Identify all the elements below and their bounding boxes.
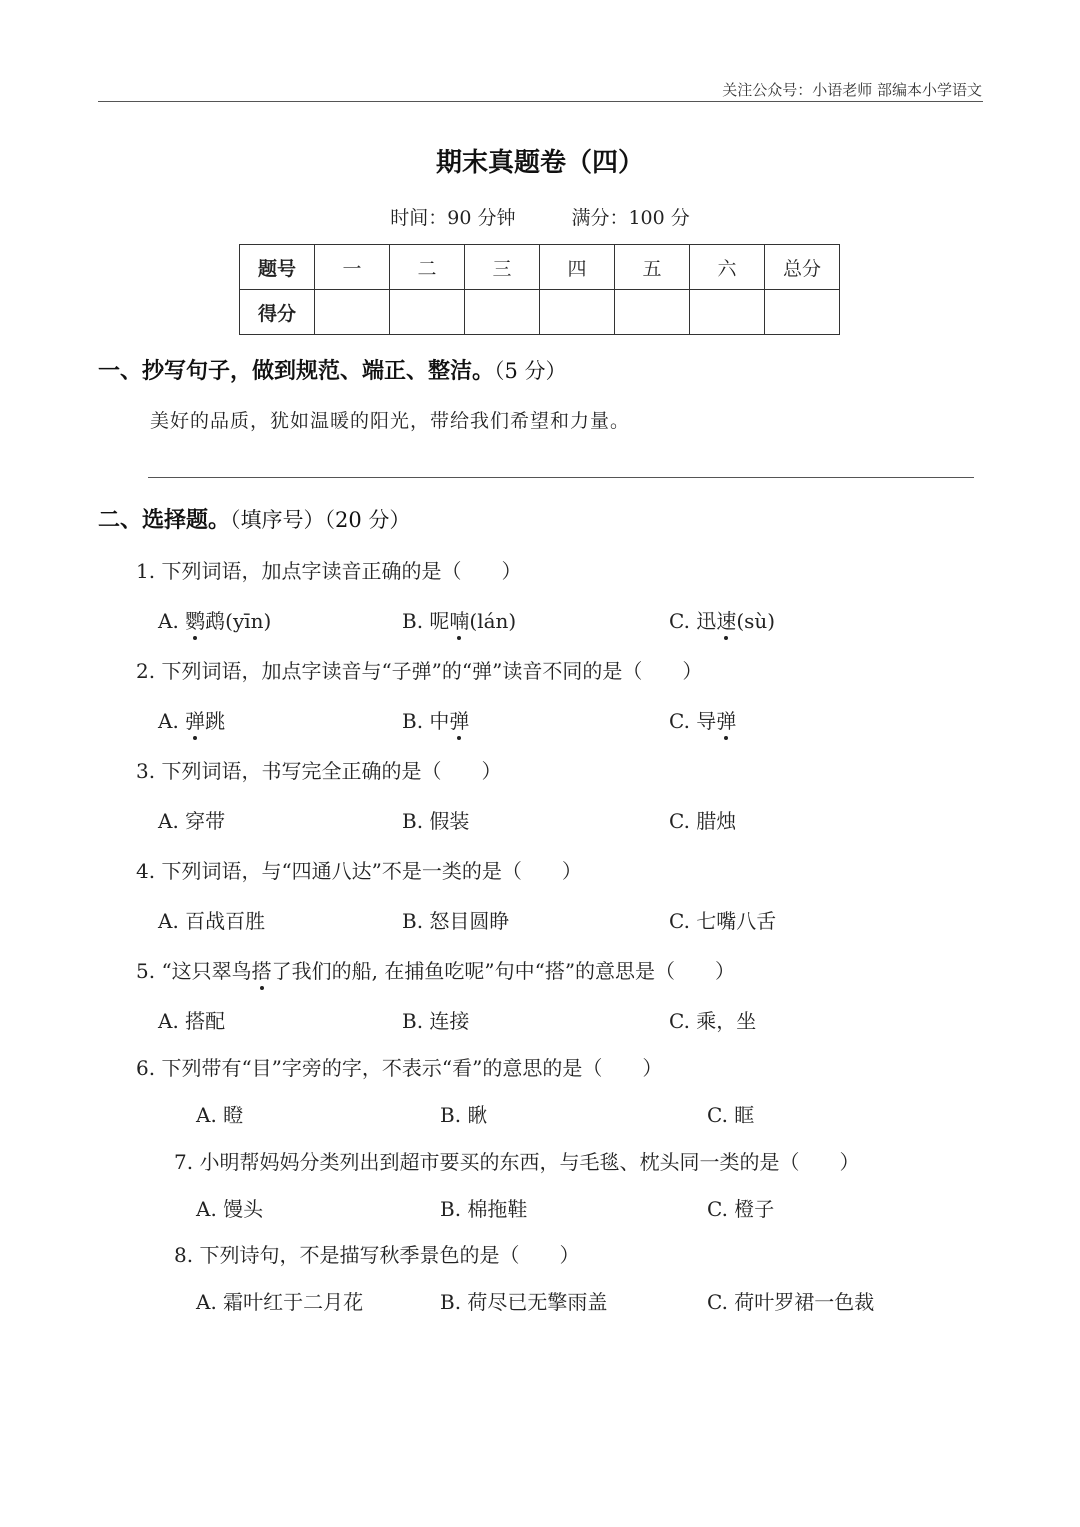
score-input-cell[interactable] xyxy=(615,290,690,335)
option-b[interactable] xyxy=(402,605,516,634)
score-input-cell[interactable] xyxy=(390,290,465,335)
question-stem: 8. 下列诗句，不是描写秋季景色的是（ ） xyxy=(174,1243,580,1267)
score-input-cell[interactable] xyxy=(315,290,390,335)
score-table xyxy=(239,244,840,335)
option-text: 跳 xyxy=(205,709,226,733)
score-table-cell: 五 xyxy=(615,245,690,290)
exam-meta xyxy=(0,203,1080,230)
option-a[interactable]: A. 霜叶红于二月花 xyxy=(196,1290,364,1314)
question-stem: 7. 小明帮妈妈分类列出到超市要买的东西，与毛毯、枕头同一类的是（ ） xyxy=(174,1150,860,1174)
question-stem: 1. 下列词语，加点字读音正确的是（ ） xyxy=(136,559,522,583)
score-table-cell: 题号 xyxy=(240,245,315,290)
question-stem: 6. 下列带有“目”字旁的字，不表示“看”的意思的是（ ） xyxy=(136,1056,663,1080)
option-text: A. xyxy=(158,609,186,633)
option-a[interactable]: A. 穿带 xyxy=(158,809,226,833)
score-table-cell: 三 xyxy=(465,245,540,290)
dotted-char: 喃 xyxy=(449,605,469,634)
option-text: (lán) xyxy=(469,609,517,633)
question-stem: 4. 下列词语，与“四通八达”不是一类的是（ ） xyxy=(136,859,582,883)
option-a[interactable] xyxy=(158,605,271,634)
dotted-char: 弹 xyxy=(716,705,736,734)
score-input-cell[interactable] xyxy=(765,290,840,335)
score-table-header-row xyxy=(240,245,840,290)
question-stem-text: 5. “这只翠鸟 xyxy=(136,959,252,983)
section-1-title: 一、抄写句子，做到规范、端正、整洁。 xyxy=(98,359,495,384)
option-c[interactable]: C. 七嘴八舌 xyxy=(669,909,777,933)
question-stem: 2. 下列词语，加点字读音与“子弹”的“弹”读音不同的是（ ） xyxy=(136,659,703,683)
exam-full-score: 满分：100 分 xyxy=(571,207,690,229)
option-a[interactable] xyxy=(158,705,225,734)
option-b[interactable]: B. 假装 xyxy=(402,809,470,833)
header-divider xyxy=(98,101,983,102)
option-a[interactable]: A. 瞪 xyxy=(196,1103,244,1127)
answer-line[interactable] xyxy=(148,477,974,478)
score-table-cell: 得分 xyxy=(240,290,315,335)
score-input-cell[interactable] xyxy=(540,290,615,335)
option-text: (sù) xyxy=(736,609,776,633)
option-c[interactable]: C. 荷叶罗裙一色裁 xyxy=(707,1290,875,1314)
option-c[interactable]: C. 乘，坐 xyxy=(669,1009,757,1033)
score-table-cell: 四 xyxy=(540,245,615,290)
option-b[interactable]: B. 瞅 xyxy=(440,1103,488,1127)
question-stem: 3. 下列词语，书写完全正确的是（ ） xyxy=(136,759,502,783)
page-title: 期末真题卷（四） xyxy=(435,148,644,178)
option-a[interactable]: A. 馒头 xyxy=(196,1197,264,1221)
score-table-cell: 一 xyxy=(315,245,390,290)
header-text: 关注公众号：小语老师 部编本小学语文 xyxy=(722,81,982,99)
score-table-cell: 二 xyxy=(390,245,465,290)
option-text: C. 导 xyxy=(669,709,717,733)
option-text: B. 中 xyxy=(402,709,450,733)
question-stem xyxy=(136,955,735,984)
option-b[interactable] xyxy=(402,705,469,734)
section-1-points: （5 分） xyxy=(494,359,567,383)
section-1-heading xyxy=(98,354,567,385)
option-a[interactable]: A. 搭配 xyxy=(158,1009,226,1033)
option-b[interactable]: B. 连接 xyxy=(402,1009,470,1033)
option-b[interactable]: B. 荷尽已无擎雨盖 xyxy=(440,1290,608,1314)
section-2-points: （填序号）（20 分） xyxy=(230,508,411,532)
score-input-cell[interactable] xyxy=(465,290,540,335)
option-c[interactable] xyxy=(669,605,775,634)
exam-time: 时间：90 分钟 xyxy=(390,207,516,229)
option-text: C. 迅 xyxy=(669,609,717,633)
section-2-title: 二、选择题。 xyxy=(98,508,231,533)
dotted-char: 弹 xyxy=(449,705,469,734)
option-c[interactable]: C. 眶 xyxy=(707,1103,755,1127)
option-a[interactable]: A. 百战百胜 xyxy=(158,909,266,933)
score-table-cell: 总分 xyxy=(765,245,840,290)
option-c[interactable] xyxy=(669,705,736,734)
copy-sentence: 美好的品质，犹如温暖的阳光，带给我们希望和力量。 xyxy=(150,410,631,432)
score-table-cell: 六 xyxy=(690,245,765,290)
option-b[interactable]: B. 怒目圆睁 xyxy=(402,909,510,933)
option-text: A. xyxy=(158,709,186,733)
section-2-heading xyxy=(98,503,410,534)
score-input-cell[interactable] xyxy=(690,290,765,335)
option-b[interactable]: B. 棉拖鞋 xyxy=(440,1197,528,1221)
question-stem-text: 了我们的船, 在捕鱼吃呢”句中“搭”的意思是（ ） xyxy=(271,959,736,983)
dotted-char: 速 xyxy=(716,605,736,634)
dotted-char: 鹦 xyxy=(185,605,205,634)
dotted-char: 弹 xyxy=(185,705,205,734)
option-text: 鹉(yīn) xyxy=(205,609,272,633)
dotted-char: 搭 xyxy=(252,955,272,984)
option-text: B. 呢 xyxy=(402,609,450,633)
option-c[interactable]: C. 橙子 xyxy=(707,1197,775,1221)
score-table-score-row xyxy=(240,290,840,335)
option-c[interactable]: C. 腊烛 xyxy=(669,809,737,833)
